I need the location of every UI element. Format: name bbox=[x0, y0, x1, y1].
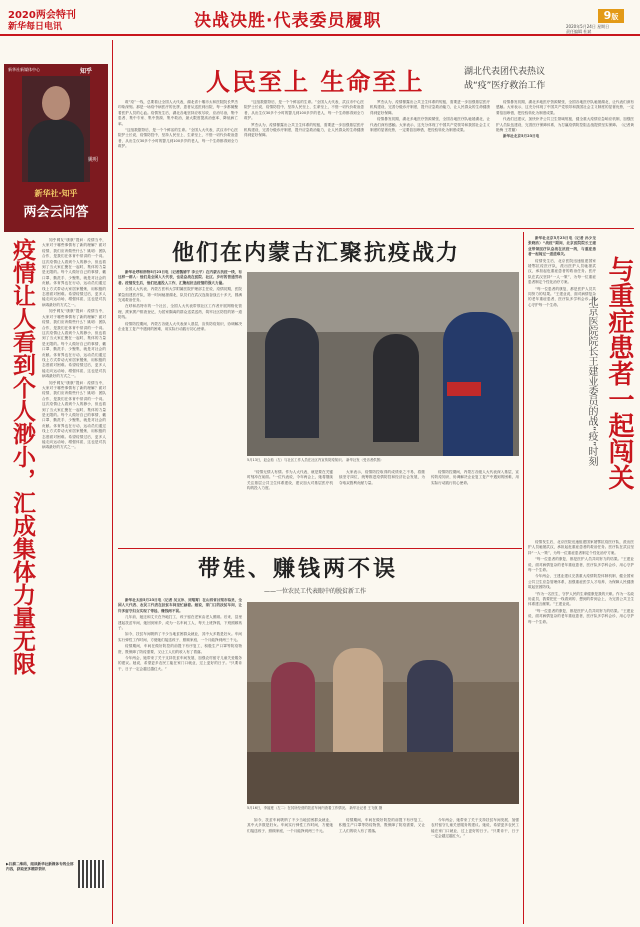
story4-deck: ——一位农民工代表眼中的脱贫新工作 bbox=[264, 588, 367, 595]
photo-workbench bbox=[247, 752, 519, 804]
story4-title: 带娃、赚钱两不误 bbox=[198, 557, 399, 582]
page-number-badge bbox=[598, 9, 624, 23]
story1-title: 人民至上 生命至上 bbox=[206, 68, 425, 96]
story1-column2: “这组数据背后，是一个个鲜活的生命。”全国人大代表、武汉市中心医院护士长说，疫情防控中，坚持人民至上、生命至上，不惜一切代价救治患者，从出生仅30多个小时的婴儿到100多岁的老人，每一个生命都得到全力救护。 罗杰认为，疫情暴露出公共卫生体系的短板，需要进一步加强基层医疗机构建设，完善分级诊疗制度，提升应急救治能力，让人民群众的生命健康得到更好保障。 bbox=[244, 100, 364, 138]
story1-column1: 救“疫”一线，总要看让全国人大代表，湖北省十堰市太和医院院长罗杰印象深刻。那是一场疫中病医疗的比拼，患者从送医到出院，每一步都凝聚着医护人员的心血。疫情发生后，湖北各地坚持应收尽收、应治尽治，集中患者、集中专家、集中资源、集中救治，最大限度提高治愈率、降低病亡率。 “这组数据背后，是一个个鲜活的生命。”全国人大代表、武汉市中心医院护士长说，疫情防控中，坚持人民至上、生命至上，不惜一切代价救治患者，从出生仅30多个小时的婴儿到100多岁的老人，每一个生命都得到全力救护。 bbox=[118, 100, 238, 149]
sidebar-headline: 疫情让人看到个人渺小，汇成集体力量无限 bbox=[9, 238, 35, 675]
story3-divider bbox=[523, 232, 524, 924]
photo-armband bbox=[447, 382, 481, 396]
page-label: 版 bbox=[611, 13, 619, 21]
story1-deck-line1: 湖北代表团代表热议 bbox=[464, 67, 546, 77]
story1-column4: 疫情暴发初期，湖北多地医疗资源紧张，全国各地医疗队驰援湖北，让代表们深有感触。大家表示，这充分体现了中国共产党领导和我国社会主义制度的显著优势，一定要倍加珍惜，把经验转化为制度成果。 代表们还建议，加快补齐公共卫生领域短板，健全重大疫情应急响应机制，加强医护人员队伍建设，完善医疗保障体系，为打赢疫情防控阻击战提供坚实保障。（记者黄艳梅 王君璐） 新华社北京5月23日电 bbox=[496, 100, 634, 139]
person-photo bbox=[22, 76, 90, 182]
sidebar-body: 知乎网友“康康”提问：疫情当中，大家对于哪些事情有了新的理解？面对疫情，我们应该做些什么？姚明：团队合作，是我们在体育中常讲的一个词。这次疫情让人看到个人的渺小，但也看到了当大家汇聚在一起时，集体的力量是无限的。每个人做好自己的事情，戴口罩、勤洗手、少聚集，就是对社会的贡献。体育界也在行动，运动员们通过线上方式带动大家居家锻炼，用积极的态度面对困难。希望疫情过后，更多人能走向运动场，增强体质，这也是对抗病毒最好的方式之一。 知乎网友“康康”提问：疫情当中，大家对于哪些事情有了新的理解？面对疫情，我们应该做些什么？姚明：团队合作，是我们在体育中常讲的一个词。这次疫情让人看到个人的渺小，但也看到了当大家汇聚在一起时，集体的力量是无限的。每个人做好自己的事情，戴口罩、勤洗手、少聚集，就是对社会的贡献。体育界也在行动，运动员们通过线上方式带动大家居家锻炼，用积极的态度面对困难。希望疫情过后，更多人能走向运动场，增强体质，这也是对抗病毒最好的方式之一。 知乎网友“康康”提问：疫情当中，大家对于哪些事情有了新的理解？面对疫情，我们应该做些什么？姚明：团队合作，是我们在体育中常讲的一个词。这次疫情让人看到个人的渺小，但也看到了当大家汇聚在一起时，集体的力量是无限的。每个人做好自己的事情，戴口罩、勤洗手、少聚集，就是对社会的贡献。体育界也在行动，运动员们通过线上方式带动大家居家锻炼，用积极的态度面对困难。希望疫情过后，更多人能走向运动场，增强体质，这也是对抗病毒最好的方式之一。 bbox=[42, 238, 106, 450]
person-name: 姚明 bbox=[88, 157, 99, 163]
story2-rule bbox=[118, 548, 522, 549]
story2-column3: 大家表示，疫情防控取得的成绩来之不易，将继续坚守岗位，统筹推进疫情防控和经济社会发展，为夺取双胜利贡献力量。 bbox=[339, 470, 425, 485]
story4-column3: 疫情期间，车间在做好防控的前提下有序复工，积极生产口罩等防疫物资，既保障了防疫需要，又让工人们的收入有了着落。 bbox=[339, 818, 425, 833]
photo-worker-left bbox=[271, 662, 315, 762]
story2-column2: “疫情无情人有情。作为人大代表，就是要在关键时刻冲在前面。”一位代表说，今年两会上，她将继续关注基层公共卫生体系建设，建议加大对基层医疗机构的投入力度。 bbox=[247, 470, 333, 491]
story4-column4: 今年两会，她带来了关于支持扶贫车间发展、加强农村留守儿童关爱服务的建议。她说，希望更多农民工能在家门口就业，过上更好的日子。“只要肯干，日子一定会越过越红火。” bbox=[431, 818, 519, 839]
qr-code bbox=[78, 860, 106, 888]
logo-text: 新华社新媒体中心 bbox=[8, 67, 40, 72]
story4-photo bbox=[247, 602, 519, 804]
story1-column3: 罗杰认为，疫情暴露出公共卫生体系的短板，需要进一步加强基层医疗机构建设，完善分级诊疗制度，提升应急救治能力，让人民群众的生命健康得到更好保障。 疫情暴发初期，湖北多地医疗资源紧张，全国各地医疗队驰援湖北，让代表们深有感触。大家表示，这充分体现了中国共产党领导和我国社会主义制度的显著优势，一定要倍加珍惜，把经验转化为制度成果。 bbox=[370, 100, 490, 133]
story4-photo-caption: 5月16日，李福莲（左二）在其所经营的扶贫车间内查看工作情况。 新华社记者 王飞航 摄 bbox=[247, 806, 383, 810]
banner-title: 决战决胜·代表委员履职 bbox=[194, 11, 382, 31]
sidebar-footer: ▶扫描二维码，阅读新华社新媒体专线全部内容，获取更多精彩资讯 bbox=[6, 862, 74, 872]
series-tag: 新华社·知乎 bbox=[34, 189, 78, 198]
partner-logo: 知乎 bbox=[80, 68, 93, 75]
story3-vertical-title: 与重症患者一起闯关 bbox=[604, 256, 634, 490]
story2-title: 他们在内蒙古汇聚抗疫战力 bbox=[172, 241, 461, 266]
sidebar-divider bbox=[112, 40, 113, 924]
story3-intro: 新华社北京5月23日电（记者 孙少龙 张晓洁）“战疫”期间，北京医院院长王建业带领医疗队奋战在抗疫一线，与重症患者一起闯过一道道难关。 疫情发生后，北京医院迅速组建国家援鄂抗疫医疗队，派出医护人员驰援武汉，承担起危重症患者的救治任务。医疗队在武汉坚持“一人一策”，为每一位重症患者制定个性化治疗方案。 “每一位患者的康复，都是医护人员共同努力的结果。”王建业说，面对病情复杂的老年重症患者，医疗队多学科会诊，用心守护每一个生命。 bbox=[528, 236, 596, 307]
edition-label: 2020两会特刊 bbox=[8, 10, 76, 21]
story2-photo-caption: 5月13日，赵会茹（左）与社区工作人员在社区内宣传防疫知识。 新华社发（受访者供图） bbox=[247, 458, 384, 462]
story1-rule bbox=[118, 228, 634, 229]
newspaper-name: 新华每日电讯 bbox=[8, 22, 63, 32]
story2-photo bbox=[247, 272, 519, 456]
story2-column1: 新华社呼和浩特5月23日电（记者魏婧宇 李云平）在内蒙古抗疫一线，有这样一群人：他们是全国人大代表，也是奋战在医院、社区、乡村的普通劳动者。疫情发生后，他们迅速投入工作，汇聚起抗击疫情的强大力量。 全国人大代表、内蒙古医科大学附属医院护理部主任说，疫情初期，医院紧急组建医疗队，第一时间驰援湖北，队员们在武汉连续奋战五十多天，圆满完成救治任务。 在呼和浩特市的一个社区，全国人大代表带领社区工作者开展网格化管理，挨家挨户排查登记，为居家隔离的群众送菜送药，筑牢社区防控的第一道防线。 疫情防控期间，内蒙古各级人大代表深入基层，宣传防疫知识，协调解决企业复工复产中遇到的困难，用实际行动践行初心使命。 bbox=[118, 270, 242, 332]
editor-line: 责任编辑 杜斌 bbox=[566, 29, 592, 34]
issue-date: 2020年5月24日 星期日 bbox=[566, 24, 610, 29]
photo-person-middle bbox=[373, 334, 419, 442]
person-body bbox=[28, 120, 84, 182]
sidebar-feature-box bbox=[4, 64, 108, 232]
story4-column2: 如今，扶贫车间吸纳了不少当地贫困群众就业，其中大多数是妇女。车间实行弹性工作时间，方便她们接送孩子、照顾家庭，一个月能挣到两三千元。 bbox=[247, 818, 333, 833]
page-number: 9 bbox=[603, 9, 612, 22]
person-head bbox=[42, 86, 70, 120]
photo-person-left bbox=[265, 318, 319, 438]
masthead bbox=[0, 0, 640, 34]
series-name: 两会云问答 bbox=[23, 205, 89, 220]
masthead-rule bbox=[0, 34, 640, 36]
story4-column1: 新华社太原5月23日电（记者 吴文冲、刘翔霄）在山西省吕梁市临县，全国人大代表、农民工代表在扶贫车间里忙碌着。她说，家门口的扶贫车间，让许多留守妇女实现了带娃、赚钱两不误。 几年前，她还和丈夫在外地打工，孩子留在老家由老人照顾。后来，县里建起扶贫车间，她回到家乡，成为一名车间工人，每天上班挣钱，下班照顾孩子。 如今，扶贫车间吸纳了不少当地贫困群众就业，其中大多数是妇女。车间实行弹性工作时间，方便她们接送孩子、照顾家庭，一个月能挣到两三千元。 疫情期间，车间在做好防控的前提下有序复工，积极生产口罩等防疫物资，既保障了防疫需要，又让工人们的收入有了着落。 今年两会，她带来了关于支持扶贫车间发展、加强农村留守儿童关爱服务的建议。她说，希望更多农民工能在家门口就业，过上更好的日子。“只要肯干，日子一定会越过越红火。” bbox=[118, 598, 242, 671]
story1-deck-line2: 战“疫”医疗救治工作 bbox=[464, 81, 546, 91]
story3-vertical-deck: 北京医院院长王建业委员的战“疫”时刻 bbox=[586, 296, 597, 467]
story2-column4: 疫情防控期间，内蒙古各级人大代表深入基层，宣传防疫知识，协调解决企业复工复产中遇到的困难，用实际行动践行初心使命。 bbox=[431, 470, 519, 485]
story3-body: 疫情发生后，北京医院迅速组建国家援鄂抗疫医疗队，派出医护人员驰援武汉，承担起危重症患者的救治任务。医疗队在武汉坚持“一人一策”，为每一位重症患者制定个性化治疗方案。 “每一位患者的康复，都是医护人员共同努力的结果。”王建业说，面对病情复杂的老年重症患者，医疗队多学科会诊，用心守护每一个生命。 今年两会，王建业建议完善重大疫情防控体制机制，健全国家公共卫生应急管理体系，加强重症医学人才培养，为保障人民健康筑起坚固防线。 “作为一名医生，守护人民的生命健康是我的天职。作为一名政协委员，我要把在一线看到的、想到的带到会上，为完善公共卫生体系建言献策。”王建业说。 “每一位患者的康复，都是医护人员共同努力的结果。”王建业说，面对病情复杂的老年重症患者，医疗队多学科会诊，用心守护每一个生命。 bbox=[528, 540, 634, 624]
sidebar bbox=[4, 40, 108, 924]
photo-worker-center bbox=[333, 648, 383, 768]
